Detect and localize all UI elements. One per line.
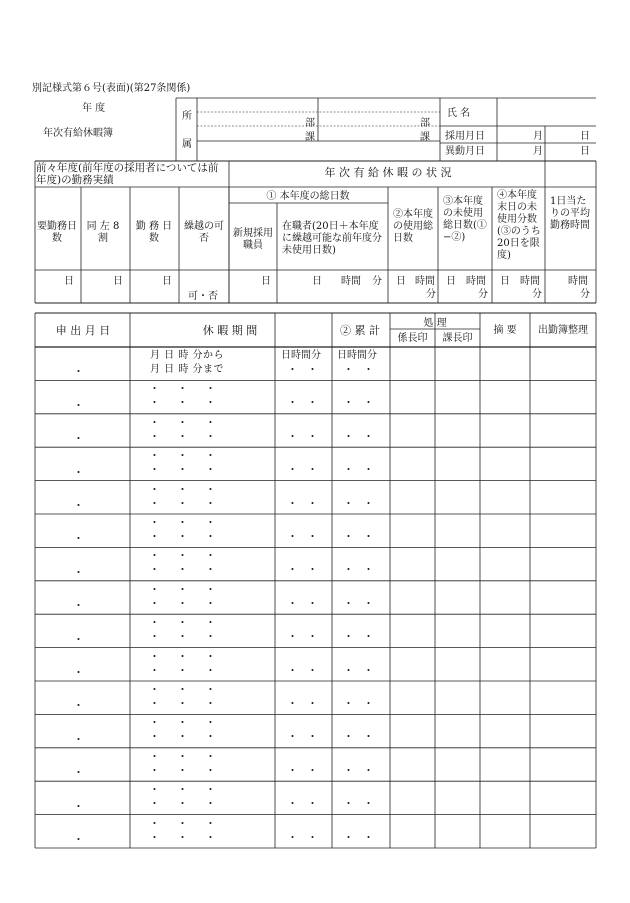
col-kurikoshi: 繰越の可 否 [184,221,224,244]
placeholder-dot: ・ [177,563,188,577]
placeholder-dot: ・ [177,616,188,630]
placeholder-dot: ・ [149,449,160,463]
placeholder-dot: ・ [149,797,160,811]
unit-fun-5: 分 [580,289,590,300]
placeholder-dot: ・ [177,549,188,563]
col-unused: ③本年度の未使用総日数(①−②) [443,196,487,243]
placeholder-dot: ・ [343,730,354,744]
placeholder-dot: ・ [287,530,298,543]
unit-fun-1: 分 [372,276,382,287]
placeholder-dot: ・ [307,463,318,477]
placeholder-dot: ・ [205,582,216,596]
unit-jikan-5: 時間 [568,276,588,287]
placeholder-dot: ・ [287,396,298,410]
placeholder-dot: ・ [149,549,160,563]
unit-day-5: 日 [312,276,322,287]
placeholder-dot: ・ [363,596,374,610]
placeholder-dot: ・ [149,582,160,596]
placeholder-dot: ・ [73,365,84,379]
placeholder-dot: ・ [177,816,188,830]
placeholder-dot: ・ [287,663,298,677]
placeholder-dot: ・ [73,732,84,746]
placeholder-dot: ・ [149,783,160,797]
placeholder-dot: ・ [177,415,188,429]
placeholder-dot: ・ [177,463,188,477]
placeholder-dot: ・ [205,530,216,543]
placeholder-dot: ・ [307,797,318,811]
unit-jikan-1: 時間 [341,276,361,287]
placeholder-dot: ・ [307,496,318,510]
placeholder-dot: ・ [177,649,188,663]
placeholder-dot: ・ [287,596,298,610]
unit-fun-2: 分 [426,289,436,300]
placeholder-dot: ・ [149,563,160,577]
placeholder-dot: ・ [343,596,354,610]
placeholder-dot: ・ [343,429,354,443]
placeholder-dot: ・ [205,463,216,477]
col-work-days: 勤 務 日 数 [135,221,173,244]
placeholder-dot: ・ [177,449,188,463]
nendo-label: 年 度 [82,103,106,114]
placeholder-dot: ・ [177,716,188,730]
placeholder-dot: ・ [287,630,298,644]
placeholder-dot: ・ [363,530,374,543]
placeholder-dot: ・ [307,630,318,644]
placeholder-dot: ・ [149,763,160,777]
placeholder-dot: ・ [205,797,216,811]
placeholder-dot: ・ [73,699,84,713]
col-used: ②本年度の使用総日数 [393,209,433,244]
placeholder-dot: ・ [205,749,216,763]
col-kinmu-days: 要勤務日 数 [37,221,77,244]
prev-year-title: 前々年度(前年度の採用者については前年度)の勤務実績 [36,162,219,186]
placeholder-dot: ・ [307,596,318,610]
placeholder-dot: ・ [73,465,84,479]
placeholder-dot: ・ [177,596,188,610]
placeholder-dot: ・ [363,763,374,777]
placeholder-dot: ・ [149,496,160,510]
placeholder-dot: ・ [287,429,298,443]
placeholder-dot: ・ [73,499,84,512]
idou-month: 月 [533,146,543,157]
saiyou-month: 月 [533,131,543,142]
unit-day-4: 日 [261,276,271,287]
placeholder-dot: ・ [177,516,188,529]
placeholder-dot: ・ [73,833,84,846]
placeholder-dot: ・ [307,697,318,710]
placeholder-dot: ・ [205,730,216,744]
placeholder-dot: ・ [177,429,188,443]
total-days-title: ① 本年度の総日数 [266,191,350,202]
placeholder-dot: ・ [73,432,84,446]
placeholder-dot: ・ [343,697,354,710]
placeholder-dot: ・ [73,666,84,679]
col-kachou: 課長印 [442,333,473,344]
placeholder-dot: ・ [149,463,160,477]
placeholder-dot: ・ [287,697,298,710]
unit-jikan-3: 時間 [466,276,486,287]
col-douza: 同 左 8 割 [86,221,120,244]
placeholder-dot: ・ [73,599,84,613]
col-cumulative: ② 累 計 [340,324,380,337]
placeholder-dot: ・ [149,683,160,696]
placeholder-dot: ・ [149,663,160,677]
placeholder-dot: ・ [149,596,160,610]
form-caption: 別記様式第６号(表面)(第27条関係) [32,83,191,94]
bu-label-2: 部 [420,118,430,129]
cumulative-units: 日時間分 [337,350,377,361]
placeholder-dot: ・ [343,396,354,410]
col-hours: ④本年度末日の未使用分数(③のうち20日を限度) [497,190,541,261]
bu-label-1: 部 [305,118,315,129]
placeholder-dot: ・ [177,496,188,510]
placeholder-dot: ・ [149,630,160,644]
placeholder-dot: ・ [287,463,298,477]
placeholder-dot: ・ [73,766,84,780]
placeholder-dot: ・ [149,749,160,763]
placeholder-dot: ・ [287,563,298,577]
placeholder-dot: ・ [205,415,216,429]
placeholder-dot: ・ [205,516,216,529]
placeholder-dot: ・ [307,429,318,443]
unit-jikan-4: 時間 [520,276,540,287]
placeholder-dot: ・ [343,496,354,510]
placeholder-dot: ・ [287,730,298,744]
saiyou-day: 日 [580,131,590,142]
placeholder-dot: ・ [343,763,354,777]
idou-day: 日 [580,146,590,157]
placeholder-dot: ・ [205,697,216,710]
placeholder-dot: ・ [177,730,188,744]
placeholder-dot: ・ [307,763,318,777]
ka-label-1: 課 [305,132,315,143]
unit-fun-3: 分 [478,289,488,300]
placeholder-dot: ・ [177,482,188,496]
placeholder-dot: ・ [287,830,298,844]
placeholder-dot: ・ [177,797,188,811]
placeholder-dot: ・ [363,496,374,510]
placeholder-dot: ・ [363,730,374,744]
placeholder-dot: ・ [149,730,160,744]
placeholder-dot: ・ [205,429,216,443]
placeholder-dot: ・ [205,596,216,610]
placeholder-dot: ・ [363,363,374,376]
placeholder-dot: ・ [205,563,216,577]
placeholder-dot: ・ [177,763,188,777]
placeholder-dot: ・ [149,697,160,710]
placeholder-dot: ・ [73,532,84,546]
placeholder-dot: ・ [149,716,160,730]
placeholder-dot: ・ [177,697,188,710]
unit-jikan-2: 時間 [415,276,435,287]
placeholder-dot: ・ [73,632,84,646]
placeholder-dot: ・ [73,799,84,813]
placeholder-dot: ・ [307,663,318,677]
placeholder-dot: ・ [363,463,374,477]
placeholder-dot: ・ [205,763,216,777]
placeholder-dot: ・ [205,783,216,797]
ka-label-2: 課 [420,132,430,143]
placeholder-dot: ・ [149,830,160,844]
unit-day-6: 日 [396,276,406,287]
period-from: 月 日 時 分から [150,350,225,361]
form-title: 年次有給休暇簿 [43,128,113,139]
placeholder-dot: ・ [343,630,354,644]
placeholder-dot: ・ [177,382,188,396]
placeholder-dot: ・ [205,649,216,663]
placeholder-dot: ・ [307,363,318,376]
placeholder-dot: ・ [343,563,354,577]
placeholder-dot: ・ [363,697,374,710]
placeholder-dot: ・ [177,783,188,797]
placeholder-dot: ・ [307,730,318,744]
placeholder-dot: ・ [177,630,188,644]
placeholder-dot: ・ [343,797,354,811]
shozoku-label-bottom: 属 [182,139,192,150]
duration-units: 日時間分 [281,350,321,361]
placeholder-dot: ・ [307,563,318,577]
col-avg: 1日当たりの平均勤務時間 [550,196,590,231]
status-title: 年 次 有 給 休 暇 の 状 況 [324,166,452,179]
placeholder-dot: ・ [287,797,298,811]
placeholder-dot: ・ [149,530,160,543]
unit-day-1: 日 [64,276,74,287]
placeholder-dot: ・ [205,449,216,463]
placeholder-dot: ・ [205,830,216,844]
col-date: 申 出 月 日 [55,324,111,337]
placeholder-dot: ・ [177,830,188,844]
unit-day-8: 日 [500,276,510,287]
placeholder-dot: ・ [205,683,216,696]
placeholder-dot: ・ [287,363,298,376]
placeholder-dot: ・ [343,663,354,677]
placeholder-dot: ・ [205,482,216,496]
col-kakari: 係長印 [397,333,428,344]
shimei-label: 氏 名 [447,108,471,119]
placeholder-dot: ・ [205,663,216,677]
placeholder-dot: ・ [307,530,318,543]
placeholder-dot: ・ [177,663,188,677]
placeholder-dot: ・ [205,630,216,644]
placeholder-dot: ・ [205,616,216,630]
placeholder-dot: ・ [73,565,84,579]
placeholder-dot: ・ [343,530,354,543]
placeholder-dot: ・ [177,749,188,763]
placeholder-dot: ・ [205,549,216,563]
placeholder-dot: ・ [205,382,216,396]
placeholder-dot: ・ [363,630,374,644]
placeholder-dot: ・ [177,582,188,596]
placeholder-dot: ・ [149,415,160,429]
placeholder-dot: ・ [363,663,374,677]
placeholder-dot: ・ [177,530,188,543]
placeholder-dot: ・ [73,398,84,412]
unit-day-3: 日 [162,276,172,287]
idou-label: 異動月日 [445,146,485,157]
placeholder-dot: ・ [287,496,298,510]
placeholder-dot: ・ [149,616,160,630]
placeholder-dot: ・ [149,429,160,443]
shozoku-label-top: 所 [182,111,192,122]
placeholder-dot: ・ [363,396,374,410]
col-period: 休 暇 期 間 [202,324,258,337]
col-shinki: 新規採用職員 [233,228,273,251]
unit-day-7: 日 [446,276,456,287]
period-to: 月 日 時 分まで [150,364,225,375]
placeholder-dot: ・ [149,482,160,496]
placeholder-dot: ・ [205,396,216,410]
unit-fun-4: 分 [532,289,542,300]
col-tekiyou: 摘 要 [493,325,517,336]
placeholder-dot: ・ [307,396,318,410]
placeholder-dot: ・ [363,830,374,844]
placeholder-dot: ・ [363,429,374,443]
kahi-value: 可・否 [188,291,218,302]
placeholder-dot: ・ [149,816,160,830]
placeholder-dot: ・ [177,396,188,410]
col-zaishoku: 在職者(20日＋本年度に繰越可能な前年度分未使用日数) [282,221,382,256]
placeholder-dot: ・ [205,716,216,730]
col-attendance: 出勤簿整理 [538,325,588,336]
placeholder-dot: ・ [177,683,188,696]
placeholder-dot: ・ [149,396,160,410]
saiyou-label: 採用月日 [445,131,485,142]
placeholder-dot: ・ [363,797,374,811]
placeholder-dot: ・ [343,363,354,376]
placeholder-dot: ・ [205,496,216,510]
placeholder-dot: ・ [149,649,160,663]
placeholder-dot: ・ [307,830,318,844]
placeholder-dot: ・ [149,382,160,396]
placeholder-dot: ・ [343,830,354,844]
placeholder-dot: ・ [149,516,160,529]
placeholder-dot: ・ [363,563,374,577]
placeholder-dot: ・ [287,763,298,777]
col-process: 処 理 [423,318,447,329]
unit-day-2: 日 [113,276,123,287]
placeholder-dot: ・ [343,463,354,477]
placeholder-dot: ・ [205,816,216,830]
